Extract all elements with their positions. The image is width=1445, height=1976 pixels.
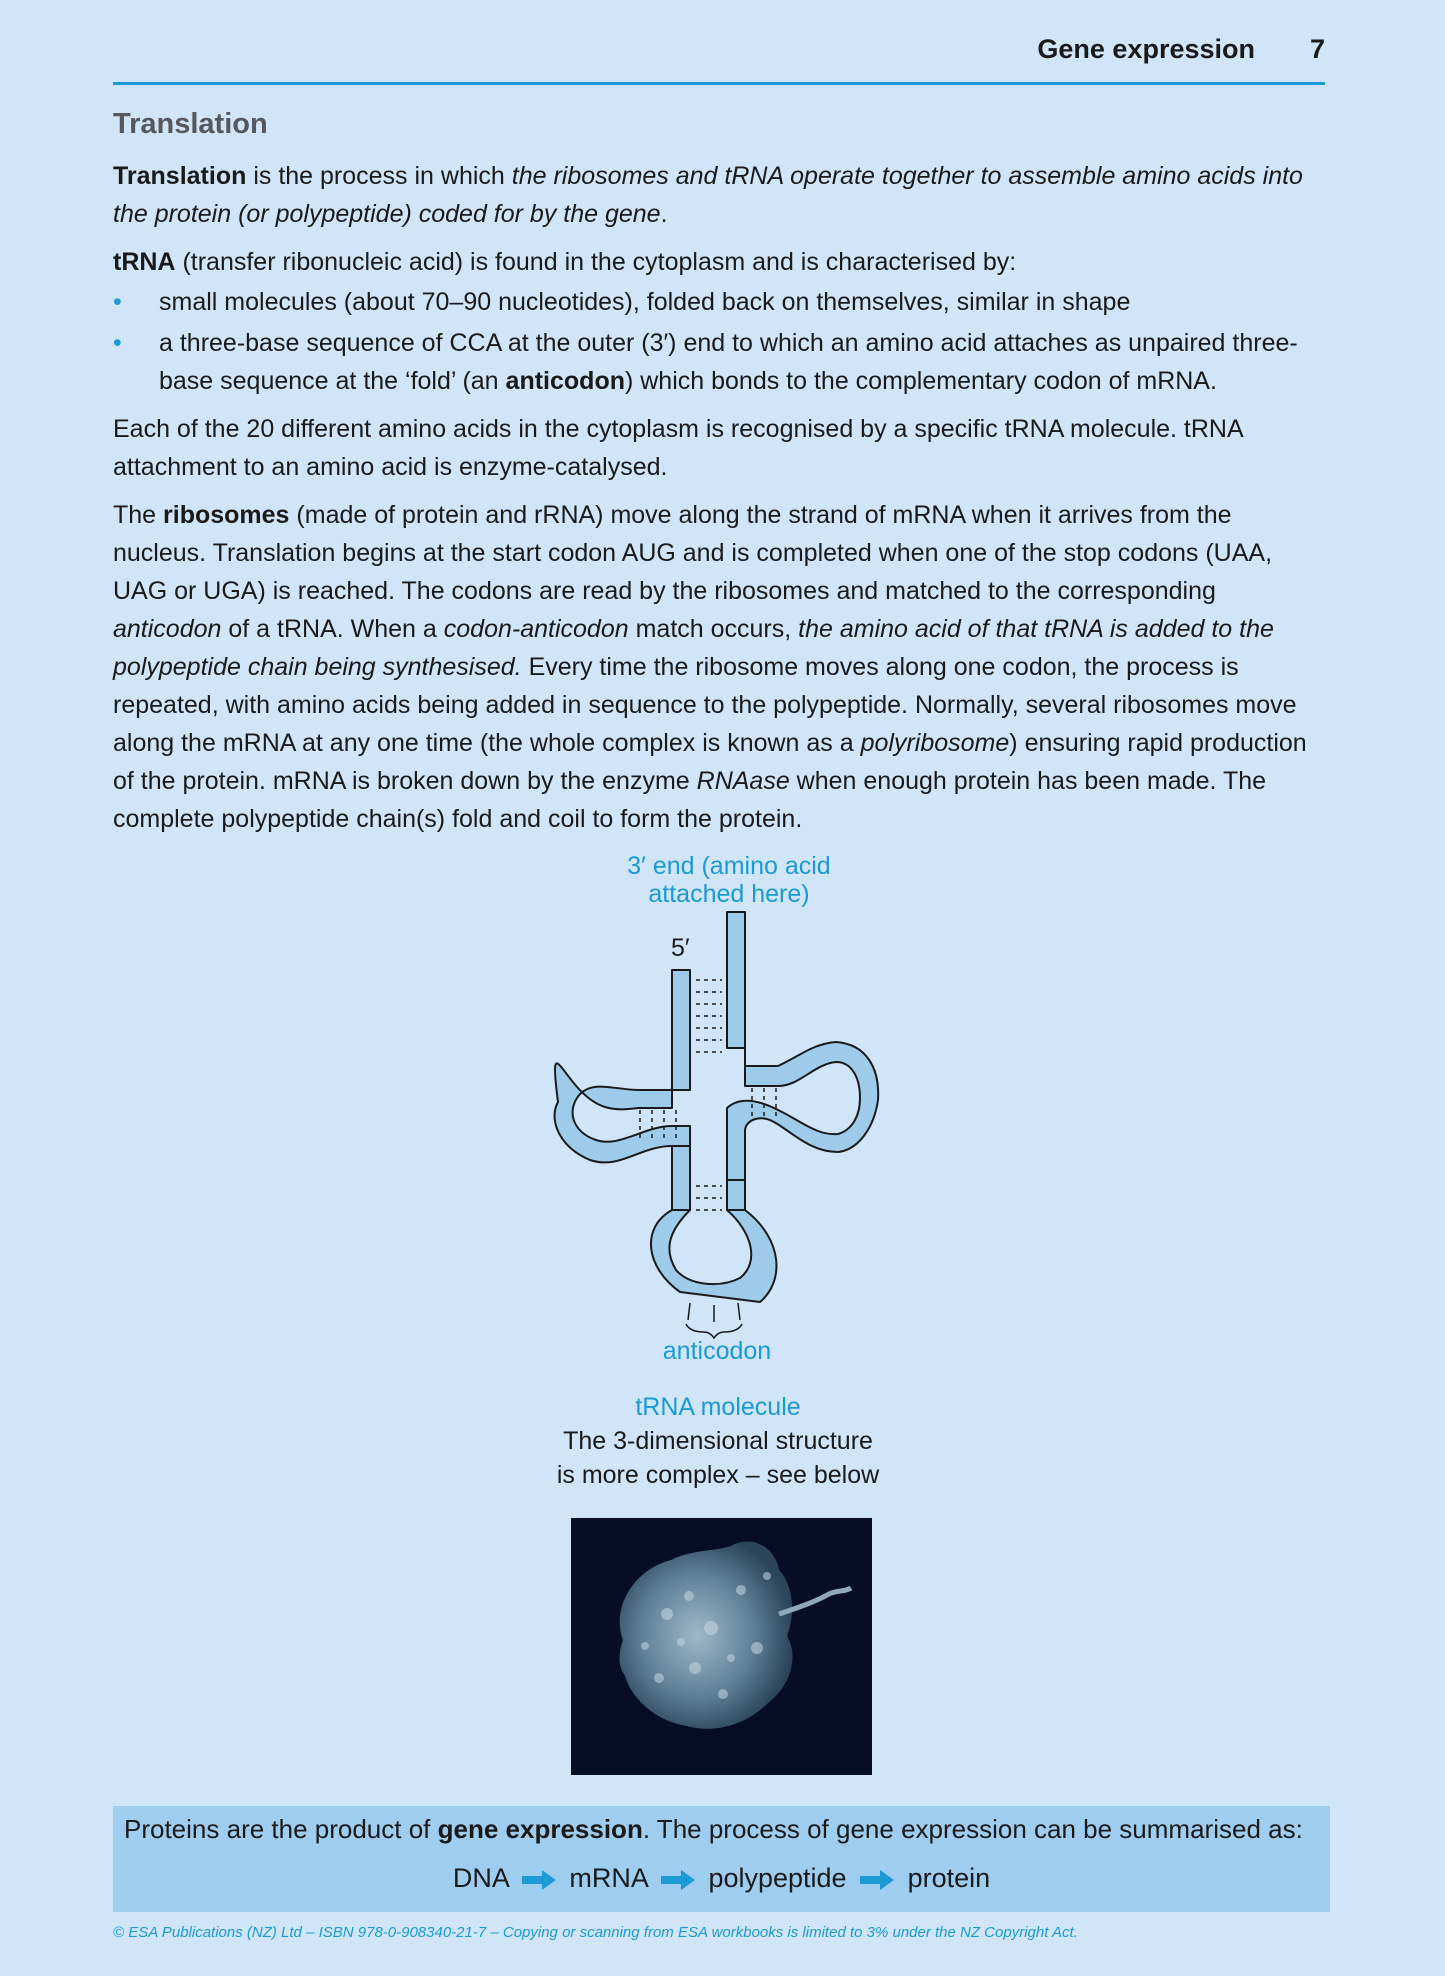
p4-s2: (made of protein and rRNA) move along the strand of mRNA when it arrives from the nucleus. Translation begins at the start codon AUG and is completed when one of the stop codons (UAA, UAG or UGA) is reached. The codons are read by the ribosomes and matched to the corresponding: [113, 501, 1273, 605]
bullet-list: [113, 283, 1327, 400]
t-arm-loop: [727, 1042, 878, 1180]
p4-s5: Every time the ribosome moves along one codon, the process is repeated, with amino acids being added in sequence to the polypeptide. Normally, several ribosomes move along the mRNA at any one time (the whole complex is known as a: [113, 653, 1297, 757]
p4-i1: anticodon: [113, 615, 222, 643]
list-item: [113, 324, 1327, 400]
flow-mrna: mRNA: [569, 1863, 648, 1893]
anticodon-stem-right: [727, 1180, 745, 1210]
flow-dna: DNA: [452, 1863, 509, 1893]
p4-s3: of a tRNA. When a: [221, 615, 444, 643]
term-translation: Translation: [113, 162, 247, 190]
paragraph-translation: [113, 157, 1327, 233]
p4-s1: The: [113, 501, 164, 529]
paragraph-ribosomes: [113, 496, 1327, 838]
ribosome-image: [571, 1518, 872, 1775]
label-3-end-line2: attached here): [648, 880, 810, 908]
copyright-footer: © ESA Publications (NZ) Ltd – ISBN 978-0-908340-21-7 – Copying or scanning from ESA workbooks is limited to 3% under the NZ Copyright Act.: [113, 1924, 1078, 1941]
bullet-text: small molecules (about 70–90 nucleotides), folded back on themselves, similar in shape: [159, 288, 1131, 316]
term-trna: tRNA: [113, 248, 176, 276]
section-heading: Translation: [113, 108, 268, 140]
summary-box: [113, 1806, 1330, 1912]
summary-s2: . The process of gene expression can be summarised as:: [642, 1814, 1303, 1844]
p4-s4: match occurs,: [628, 615, 799, 643]
summary-s1: Proteins are the product of: [124, 1814, 438, 1844]
para2-text: (transfer ribonucleic acid) is found in the cytoplasm and is characterised by:: [175, 248, 1017, 276]
bullet-icon: •: [113, 288, 122, 316]
term-gene-expression: gene expression: [437, 1814, 643, 1844]
label-5-end: 5′: [671, 934, 690, 962]
page-number: 7: [1309, 34, 1325, 64]
paragraph-trna: [113, 243, 1327, 281]
anticodon-loop: [651, 1210, 776, 1302]
caption-line1: The 3-dimensional structure: [563, 1427, 873, 1455]
paragraph-amino-acids: Each of the 20 different amino acids in the cytoplasm is recognised by a specific tRNA molecule. tRNA attachment to an amino acid is enzyme-catalysed.: [113, 415, 1243, 481]
flow-protein: protein: [907, 1863, 991, 1893]
summary-text: [124, 1814, 1303, 1845]
body-text: [113, 157, 1327, 848]
d-arm-loop: [555, 1063, 690, 1162]
label-anticodon: anticodon: [662, 1337, 772, 1365]
bullet-text: a three-base sequence of CCA at the outer (3′) end to which an amino acid attaches as unpaired three-base sequence at the ‘fold’ (an: [159, 329, 1298, 395]
arrow-right-icon: [661, 1870, 695, 1890]
p4-i4: polyribosome: [860, 729, 1010, 757]
acceptor-stem-5: [672, 970, 690, 1090]
gene-expression-flow: [113, 1863, 1330, 1894]
p4-i3: the amino acid of that tRNA is added to the polypeptide chain being synthesised.: [113, 615, 1274, 681]
chapter-title: Gene expression: [1037, 34, 1255, 64]
bullet-icon: •: [113, 329, 122, 357]
p4-s6: ) ensuring rapid production of the protein. mRNA is broken down by the enzyme: [113, 729, 1307, 795]
para1-text: is the process in which: [246, 162, 512, 190]
arrow-right-icon: [522, 1870, 556, 1890]
p4-i2: codon-anticodon: [443, 615, 629, 643]
page-header: [113, 30, 1325, 85]
term-ribosomes: ribosomes: [163, 501, 290, 529]
para1-end: .: [660, 200, 668, 228]
anticodon-stem: [672, 1146, 690, 1210]
arrow-right-icon: [860, 1870, 894, 1890]
caption-line2: is more complex – see below: [556, 1461, 880, 1489]
acceptor-stem-3: [727, 912, 745, 1048]
p4-i5: RNAase: [696, 767, 790, 795]
bullet-text-end: ) which bonds to the complementary codon of mRNA.: [624, 367, 1217, 395]
p4-s7: when enough protein has been made. The complete polypeptide chain(s) fold and coil to form the protein.: [113, 767, 1267, 833]
flow-polypeptide: polypeptide: [708, 1863, 847, 1893]
caption-title: tRNA molecule: [635, 1393, 801, 1421]
term-anticodon: anticodon: [505, 367, 625, 395]
para1-italic: the ribosomes and tRNA operate together to assemble amino acids into the protein (or polypeptide) coded for by the gene: [113, 162, 1303, 228]
trna-diagram: [520, 846, 920, 1406]
diagram-caption: [518, 1390, 918, 1492]
list-item: [113, 283, 1327, 321]
label-3-end-line1: 3′ end (amino acid: [627, 852, 831, 880]
